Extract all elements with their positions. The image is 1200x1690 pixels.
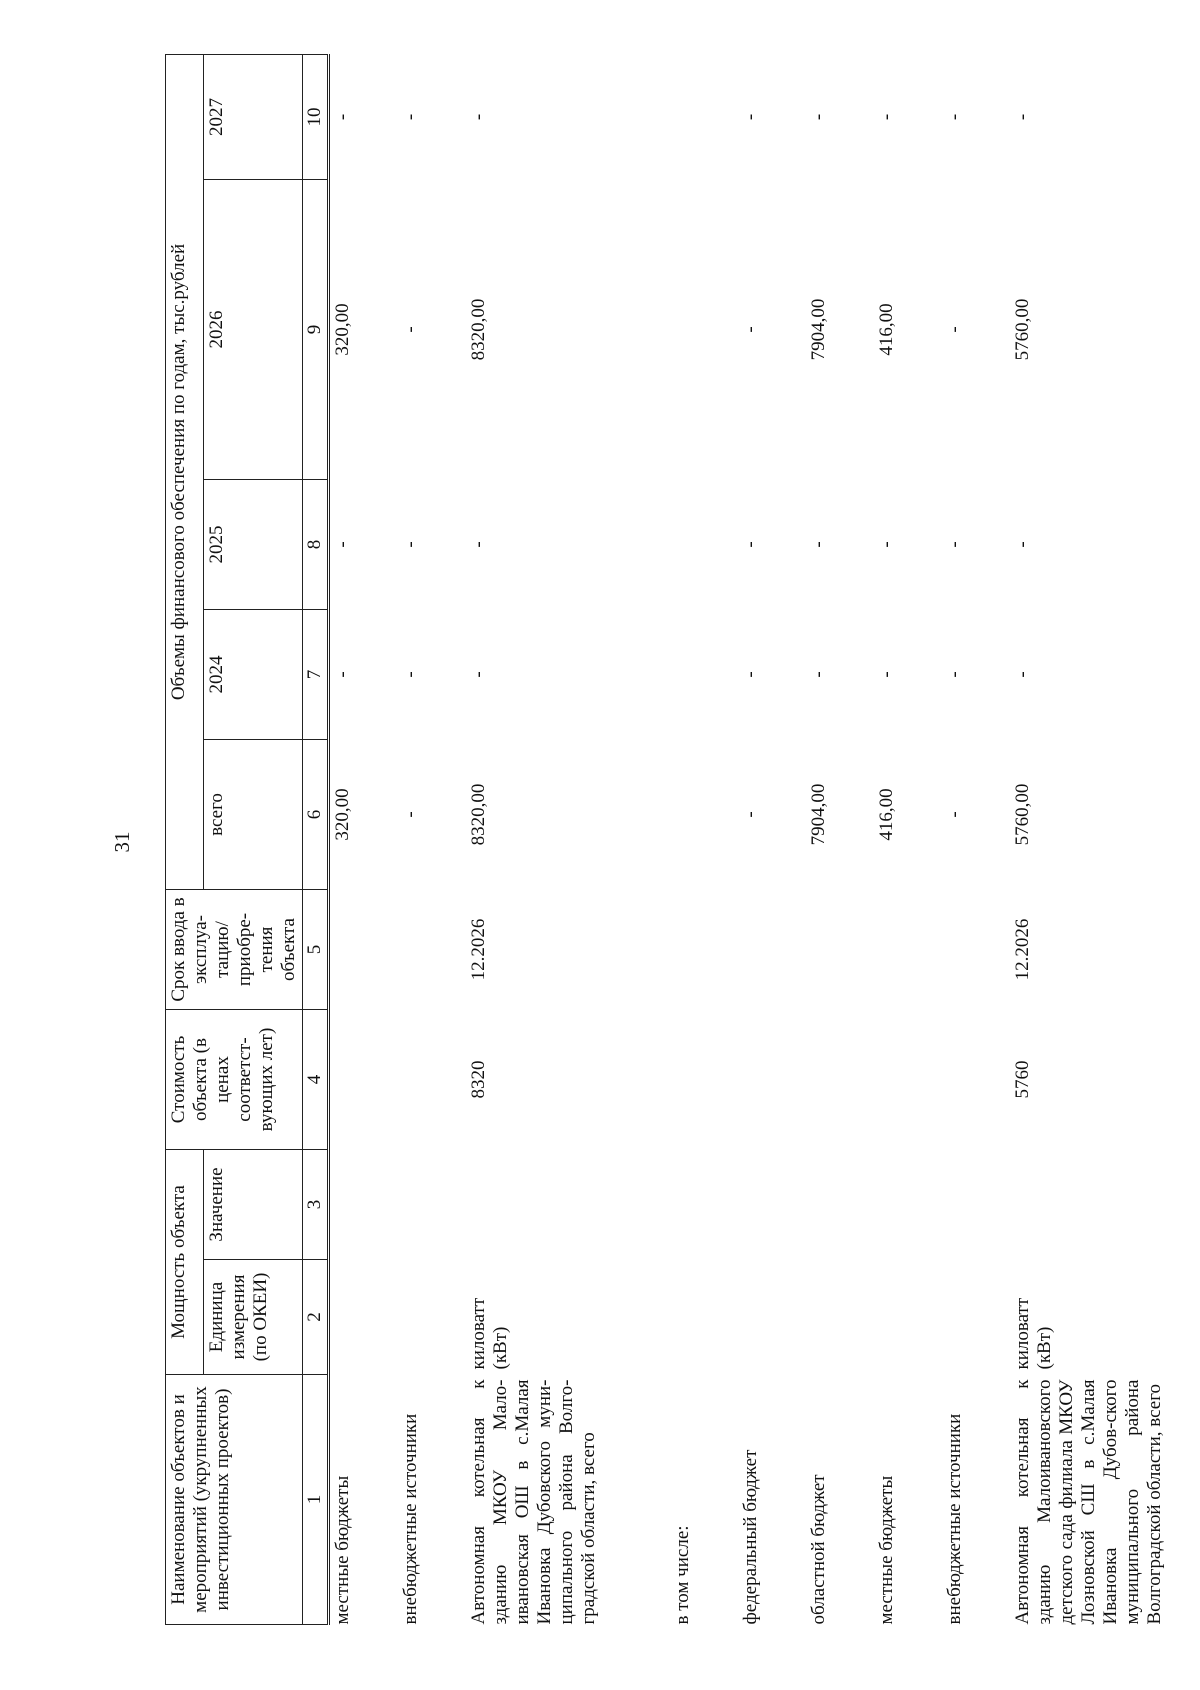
row-unit: киловатт (кВт) — [1012, 1297, 1055, 1370]
header-unit: Единица измерения (по ОКЕИ) — [203, 1260, 302, 1375]
column-number: 1 — [303, 1375, 329, 1625]
page-number: 31 — [110, 831, 134, 853]
row-total: 5760,00 — [1012, 783, 1033, 846]
row-2024: - — [468, 671, 489, 678]
row-value — [398, 1150, 466, 1260]
row-name: местные бюджеты — [332, 1475, 353, 1625]
table-row — [806, 55, 874, 1625]
row-2026 — [670, 180, 738, 480]
row-value — [806, 1150, 874, 1260]
row-value — [942, 1150, 1010, 1260]
row-2026: 8320,00 — [468, 298, 489, 361]
row-2027: - — [400, 113, 421, 121]
row-value — [329, 1150, 399, 1260]
row-total — [670, 740, 738, 890]
header-finance-group: Объемы финансового обеспечения по годам, тыс.рублей — [166, 55, 204, 890]
row-2024: - — [740, 671, 761, 678]
row-unit: киловатт (кВт) — [468, 1297, 511, 1370]
row-cost — [806, 1010, 874, 1150]
row-2026: 5760,00 — [1012, 298, 1033, 361]
row-2026: 416,00 — [876, 303, 897, 356]
row-cost — [738, 1010, 806, 1150]
row-2026: - — [400, 326, 421, 333]
row-2027: - — [876, 113, 897, 121]
row-2024: - — [944, 671, 965, 678]
row-deadline: 12.2026 — [468, 918, 489, 981]
row-2025: - — [808, 541, 829, 548]
row-2026: 7904,00 — [808, 298, 829, 361]
row-cost — [670, 1010, 738, 1150]
row-deadline — [738, 890, 806, 1010]
row-2026: 320,00 — [332, 303, 353, 356]
row-value — [738, 1150, 806, 1260]
table-row — [329, 55, 399, 1625]
column-number: 6 — [303, 740, 329, 890]
row-cost — [398, 1010, 466, 1150]
row-value — [466, 1150, 670, 1260]
column-number-row — [303, 55, 329, 1625]
row-unit — [874, 1260, 942, 1375]
row-unit — [806, 1260, 874, 1375]
header-total: всего — [203, 740, 302, 890]
row-total: 416,00 — [876, 788, 897, 841]
column-number: 9 — [303, 180, 329, 480]
column-number: 10 — [303, 55, 329, 180]
column-number: 4 — [303, 1010, 329, 1150]
row-2024: - — [1012, 671, 1033, 678]
row-name: внебюджетные источники — [944, 1413, 965, 1625]
row-name: областной бюджет — [808, 1474, 829, 1625]
header-year-2025: 2025 — [203, 480, 302, 610]
row-deadline — [806, 890, 874, 1010]
row-cost: 5760 — [1012, 1060, 1033, 1099]
row-2024 — [670, 610, 738, 740]
row-2027: - — [808, 113, 829, 121]
row-unit — [398, 1260, 466, 1375]
row-total: - — [944, 811, 965, 818]
row-2027: - — [740, 113, 761, 121]
header-year-2024: 2024 — [203, 610, 302, 740]
header-deadline: Срок ввода в эксплуа-тацию/ приобре-тения объекта — [166, 890, 303, 1010]
table-row — [874, 55, 942, 1625]
row-total: 7904,00 — [808, 783, 829, 846]
row-2025: - — [400, 541, 421, 548]
table-row — [738, 55, 806, 1625]
row-cost — [874, 1010, 942, 1150]
table-row — [1010, 55, 1200, 1625]
row-2027 — [670, 55, 738, 180]
row-unit — [329, 1260, 399, 1375]
row-cost: 8320 — [468, 1060, 489, 1099]
row-deadline — [329, 890, 399, 1010]
column-number: 7 — [303, 610, 329, 740]
header-power-group: Мощность объекта — [166, 1150, 204, 1375]
row-deadline — [398, 890, 466, 1010]
row-total: - — [400, 811, 421, 818]
row-unit — [738, 1260, 806, 1375]
row-name: федеральный бюджет — [740, 1449, 761, 1625]
row-2025: - — [1012, 541, 1033, 548]
row-unit — [942, 1260, 1010, 1375]
column-number: 2 — [303, 1260, 329, 1375]
row-2027: - — [332, 113, 353, 121]
row-deadline: 12.2026 — [1012, 918, 1033, 981]
row-total: 8320,00 — [468, 783, 489, 846]
table-row — [670, 55, 738, 1625]
table-row — [942, 55, 1010, 1625]
column-number: 8 — [303, 480, 329, 610]
table-row — [466, 55, 670, 1625]
table-header — [166, 55, 329, 1625]
row-2025: - — [332, 541, 353, 548]
header-year-2026: 2026 — [203, 180, 302, 480]
row-deadline — [670, 890, 738, 1010]
column-number: 5 — [303, 890, 329, 1010]
row-total: 320,00 — [332, 788, 353, 841]
financing-table — [165, 54, 1200, 1625]
row-2025: - — [944, 541, 965, 548]
row-value — [1010, 1150, 1200, 1260]
row-2025: - — [740, 541, 761, 548]
row-cost — [942, 1010, 1010, 1150]
row-2024: - — [876, 671, 897, 678]
row-2027: - — [944, 113, 965, 121]
row-2024: - — [400, 671, 421, 678]
row-value — [874, 1150, 942, 1260]
row-2025: - — [468, 541, 489, 548]
header-value: Значение — [203, 1150, 302, 1260]
row-value — [670, 1150, 738, 1260]
header-year-2027: 2027 — [203, 55, 302, 180]
row-2027: - — [1012, 113, 1033, 121]
row-2026: - — [944, 326, 965, 333]
rotated-table-sheet — [165, 55, 1200, 1625]
row-deadline — [942, 890, 1010, 1010]
row-2026: - — [740, 326, 761, 333]
row-2027: - — [468, 113, 489, 121]
row-2024: - — [808, 671, 829, 678]
header-cost: Стоимость объекта (в ценах соответст-вующих лет) — [166, 1010, 303, 1150]
table-row — [398, 55, 466, 1625]
row-name: в том числе: — [672, 1525, 693, 1625]
row-name: Автономная котельная к зданию Малоивановского детского сада филиала МКОУ Лозновской СШ в с.Малая Ивановка Дубов-ского муниципального района Волгоградской области, всего — [1012, 1379, 1165, 1625]
row-name: Автономная котельная к зданию МКОУ Мало-ивановская ОШ в с.Малая Ивановка Дубовского муни-ципального района Волго-градской области, всего — [468, 1379, 599, 1625]
row-name: местные бюджеты — [876, 1475, 897, 1625]
table-body — [329, 55, 1200, 1625]
column-number: 3 — [303, 1150, 329, 1260]
row-name: внебюджетные источники — [400, 1413, 421, 1625]
row-cost — [329, 1010, 399, 1150]
row-2024: - — [332, 671, 353, 678]
row-deadline — [874, 890, 942, 1010]
row-unit — [670, 1260, 738, 1375]
header-name: Наименование объектов и мероприятий (укрупненных инвестиционных проектов) — [166, 1375, 303, 1625]
row-total: - — [740, 811, 761, 818]
row-2025: - — [876, 541, 897, 548]
row-2025 — [670, 480, 738, 610]
